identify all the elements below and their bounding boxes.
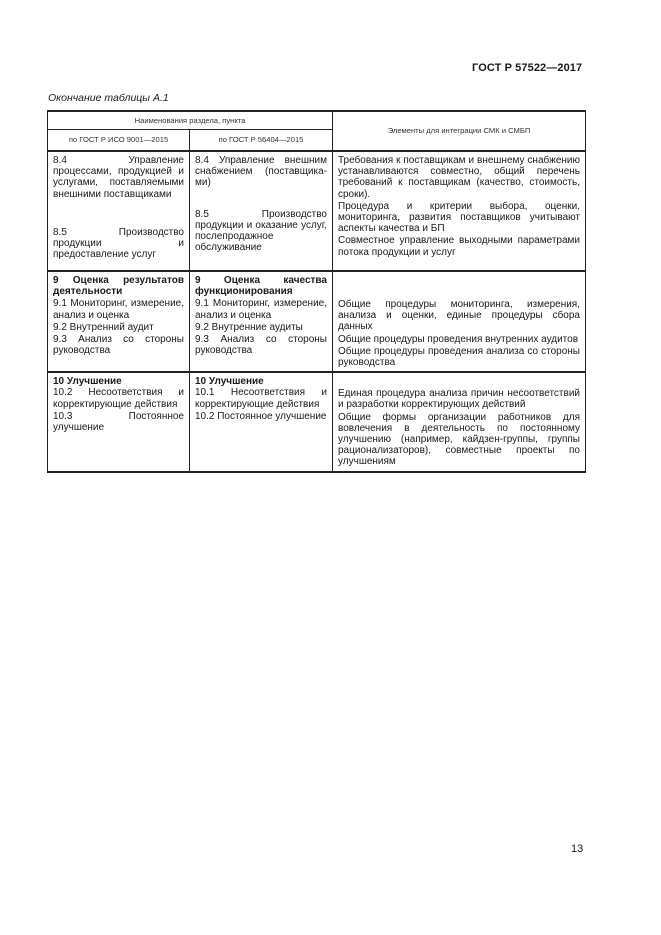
- element-text: Общие формы организации работников для вовлечения в деятельность по постоянному улучшению (например, кайдзен-группы, группы рационализаторов), совместные проекты по улучшениям: [338, 411, 580, 468]
- row3-col3: [333, 372, 586, 471]
- header-col1-label: по ГОСТ Р ИСО 9001—2015: [68, 135, 169, 145]
- table-row: [48, 372, 586, 471]
- element-text: Общие процедуры мониторинга, измерения, анализа и оценки, единые процедуры сбора данных: [338, 299, 580, 333]
- header-group-label: Наименования раздела, пункта: [134, 115, 246, 125]
- clause-text: 9.2 Внутренние аудиты: [195, 321, 303, 333]
- header-col2-cell: [190, 129, 333, 151]
- table-caption: Окончание таблицы А.1: [48, 92, 169, 104]
- clause-text: 10.1 Несоответствия и корректирующие действия: [195, 387, 327, 410]
- section-heading: 9 Оценка результатов деятельности: [53, 275, 184, 298]
- header-col2-label: по ГОСТ Р 56404—2015: [218, 135, 304, 145]
- clause-text: 10.2 Постоянное улучшение: [195, 410, 327, 422]
- clause-text: 10.3 Постоянное улучшение: [53, 410, 184, 434]
- row1-col2: [190, 151, 333, 271]
- clause-text: 8.5 Производство продукции и предоставление услуг: [53, 226, 184, 261]
- row2-col1: [48, 271, 190, 372]
- element-text: Требования к поставщикам и внешнему снабжению устанавливаются совместно, общий перечень требований к поставщикам (качество, стоимость, сроки).: [338, 155, 580, 200]
- clause-text: 9.1 Мониторинг, измерение, анализ и оценка: [195, 298, 327, 321]
- standard-designation: ГОСТ Р 57522—2017: [472, 62, 583, 74]
- row1-col3: [333, 151, 586, 271]
- header-col3-cell: [333, 111, 586, 151]
- integration-table: [47, 110, 586, 473]
- clause-text: 8.4 Управление процессами, продукцией и услугами, поставляемыми внешними поставщиками: [53, 155, 184, 200]
- element-text: Общие процедуры проведения внутренних аудитов: [338, 333, 579, 345]
- header-col1-cell: [48, 129, 190, 151]
- element-text: Процедура и критерии выбора, оценки, мониторинга, развития поставщиков учитывают аспекты качества и БП: [338, 200, 580, 235]
- row3-col2: [190, 372, 333, 471]
- row3-col1: [48, 372, 190, 471]
- table-row: [48, 271, 586, 372]
- element-text: Единая процедура анализа причин несоответствий и разработки корректирующих действий: [338, 388, 580, 411]
- section-heading: 9 Оценка качества функционирования: [195, 275, 327, 298]
- clause-text: 8.5 Производство продукции и оказание услуг, послепродажное обслуживание: [195, 208, 327, 254]
- section-heading: 10 Улучшение: [195, 376, 264, 388]
- clause-text: 9.2 Внутренний аудит: [53, 321, 154, 333]
- section-heading: 10 Улучшение: [53, 376, 122, 388]
- element-text: Общие процедуры проведения анализа со стороны руководства: [338, 345, 580, 369]
- clause-text: 9.1 Мониторинг, измерение, анализ и оценка: [53, 298, 184, 321]
- row1-col1: [48, 151, 190, 271]
- row2-col2: [190, 271, 333, 372]
- clause-text: 9.3 Анализ со стороны руководства: [195, 334, 327, 357]
- row2-col3: [333, 271, 586, 372]
- element-text: Совместное управление выходными параметрами потока продукции и услуг: [338, 235, 580, 258]
- table-row: [48, 151, 586, 271]
- header-group-cell: [48, 111, 333, 129]
- page-number: 13: [571, 843, 584, 855]
- header-col3-label: Элементы для интеграции СМК и СМБП: [387, 126, 531, 136]
- clause-text: 10.2 Несоответствия и корректирующие действия: [53, 387, 184, 410]
- clause-text: 9.3 Анализ со стороны руководства: [53, 334, 184, 357]
- clause-text: 8.4 Управление внешним снабжением (поставщика-ми): [195, 155, 327, 189]
